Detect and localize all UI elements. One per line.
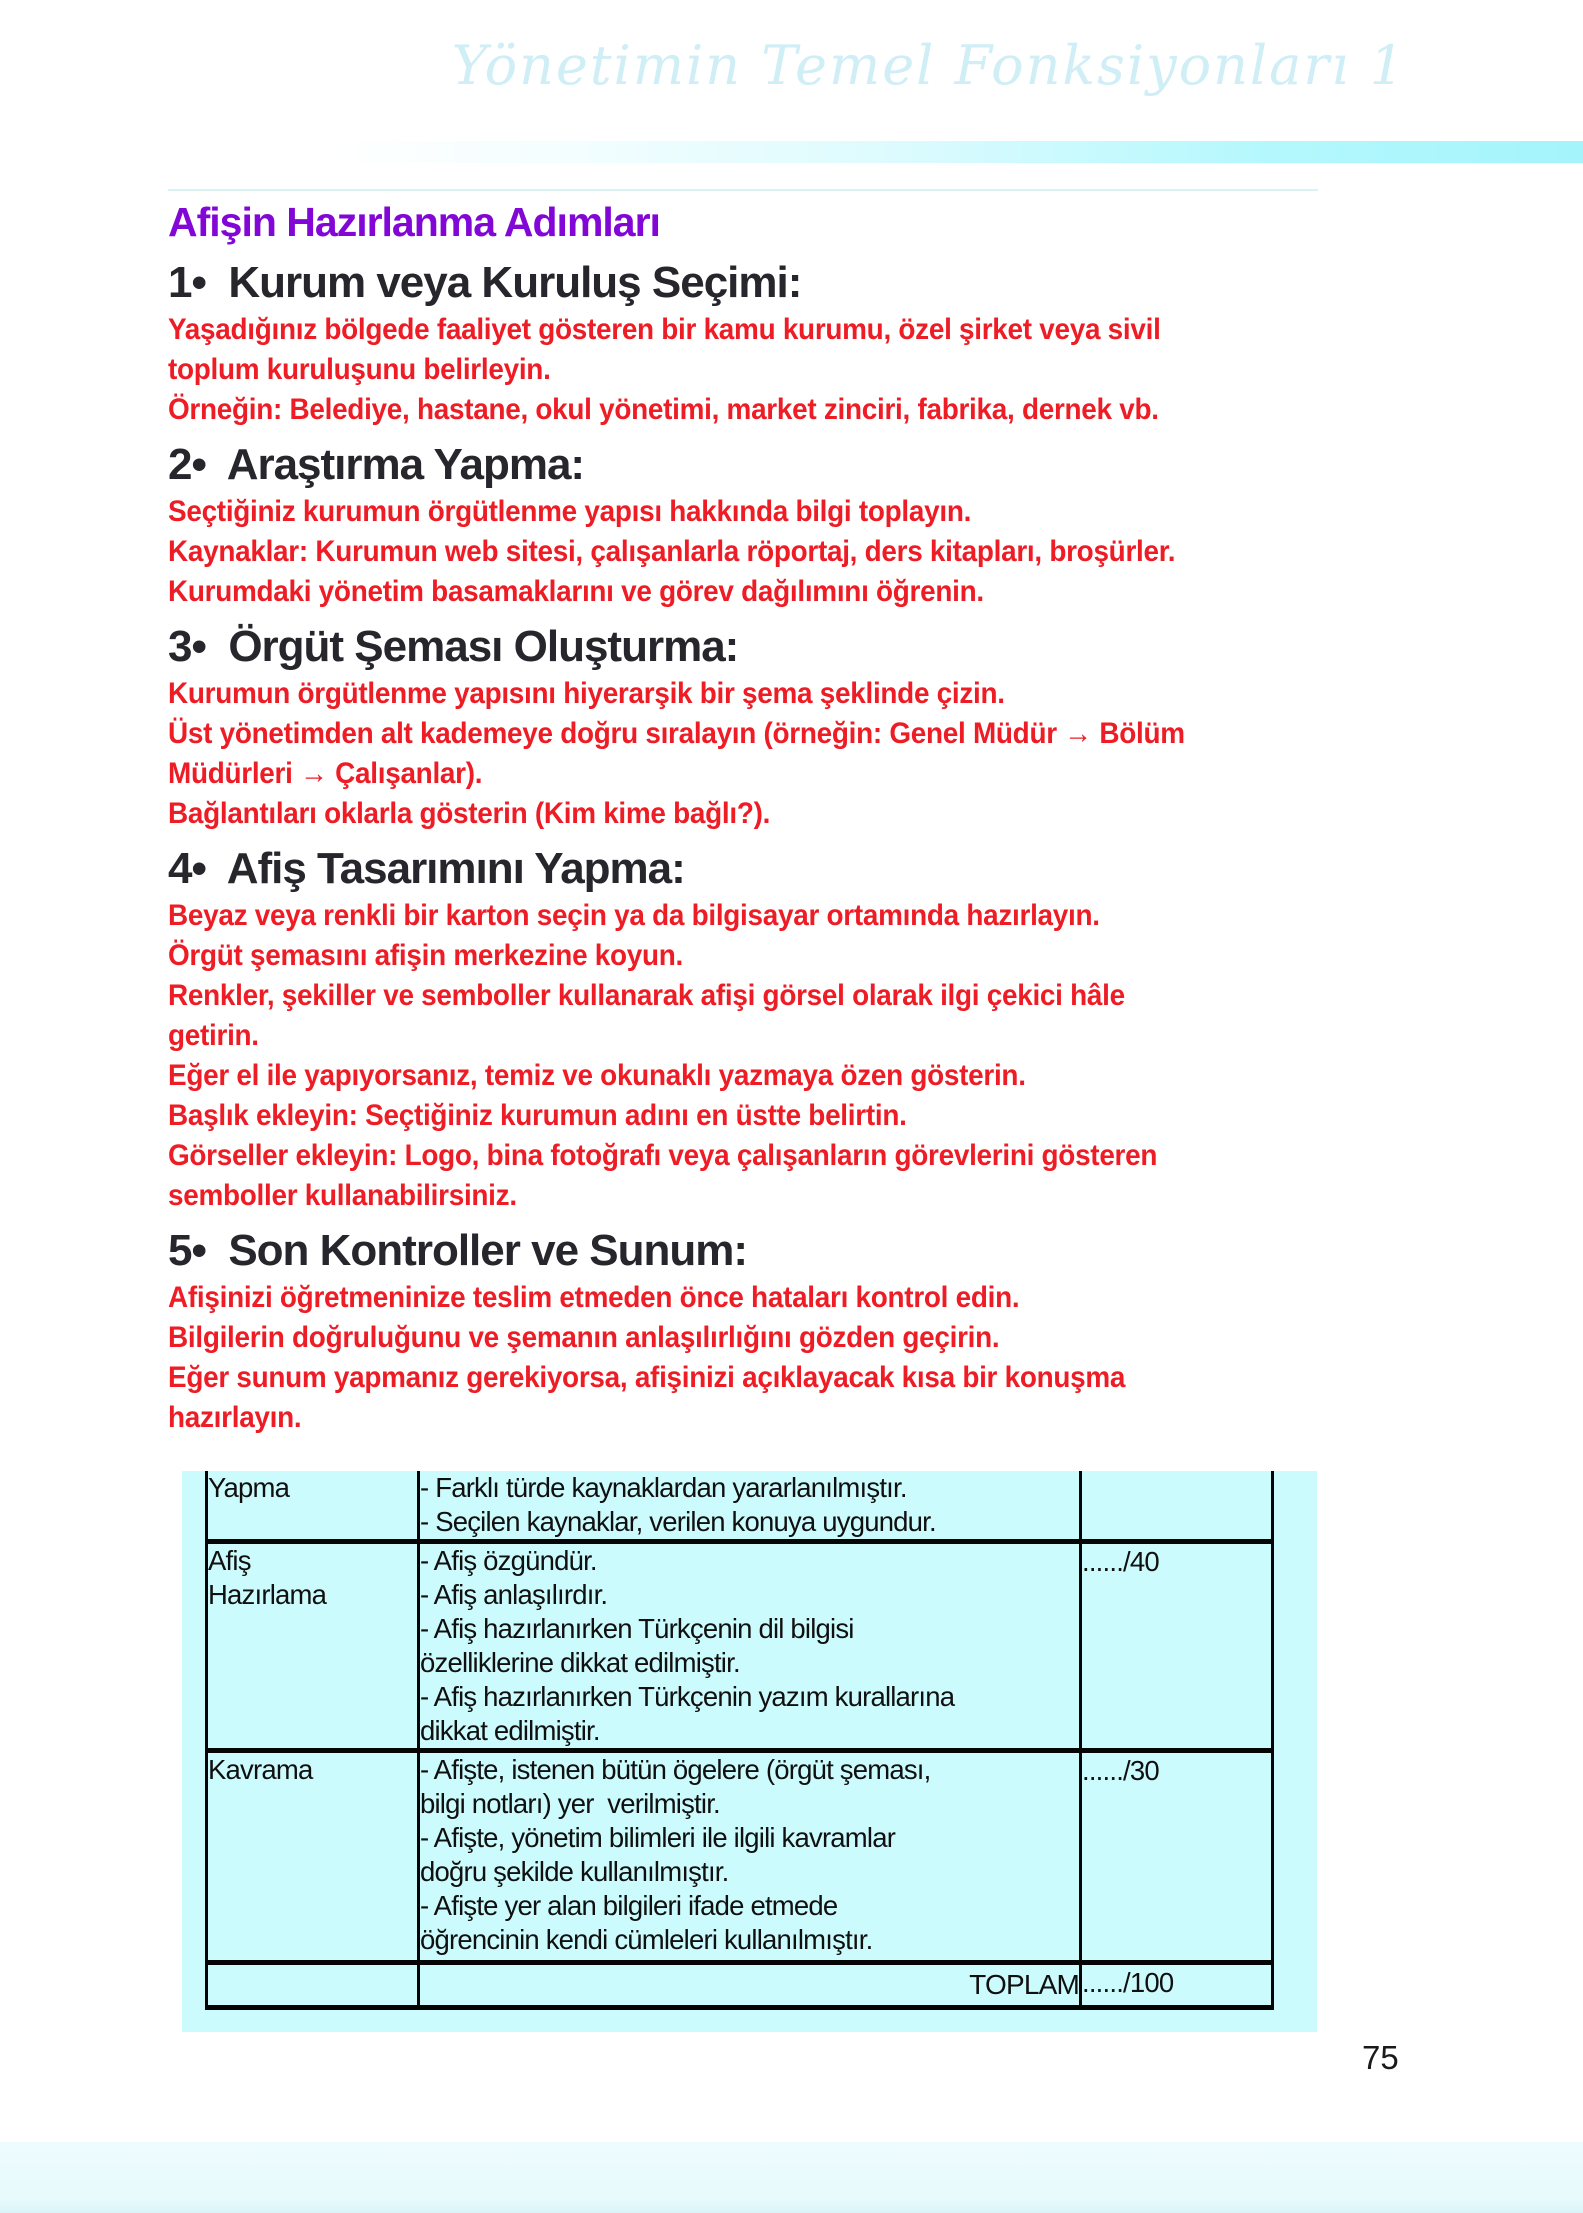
body-line: Eğer el ile yapıyorsanız, temiz ve okunaklı yazmaya özen gösterin.	[168, 1059, 1026, 1092]
body-line: Bilgilerin doğruluğunu ve şemanın anlaşılırlığını gözden geçirin.	[168, 1321, 1000, 1354]
criterion-desc-line: - Afişte yer alan bilgileri ifade etmede	[420, 1890, 838, 1921]
body-line: Müdürleri → Çalışanlar).	[168, 757, 483, 790]
section-4-heading: 4• Afiş Tasarımını Yapma:	[168, 844, 685, 893]
body-line: Yaşadığınız bölgede faaliyet gösteren bir kamu kurumu, özel şirket veya sivil	[168, 313, 1161, 346]
page-number: 75	[1362, 2039, 1399, 2076]
bottom-cyan-strip	[0, 2142, 1583, 2213]
main-content	[168, 196, 1348, 1438]
criterion-desc-line: - Afişte, istenen bütün ögelere (örgüt şeması,	[420, 1754, 931, 1785]
criterion-desc-line: öğrencinin kendi cümleleri kullanılmıştır.	[420, 1924, 873, 1955]
cyan-gradient-band	[323, 141, 1583, 163]
section-3-heading: 3• Örgüt Şeması Oluşturma:	[168, 622, 739, 671]
chapter-script-title: Yönetimin Temel Fonksiyonları 1	[451, 34, 1406, 97]
body-line: getirin.	[168, 1019, 259, 1052]
body-line: Beyaz veya renkli bir karton seçin ya da bilgisayar ortamında hazırlayın.	[168, 899, 1100, 932]
body-line: Örgüt şemasını afişin merkezine koyun.	[168, 939, 684, 972]
criterion-desc-line: bilgi notları) yer verilmiştir.	[420, 1788, 720, 1819]
body-line: Eğer sunum yapmanız gerekiyorsa, afişinizi açıklayacak kısa bir konuşma	[168, 1361, 1126, 1394]
section-5-heading: 5• Son Kontroller ve Sunum:	[168, 1226, 748, 1275]
body-line: hazırlayın.	[168, 1401, 302, 1434]
page-title: Afişin Hazırlanma Adımları	[168, 199, 660, 245]
body-line: Kurumdaki yönetim basamaklarını ve görev dağılımını öğrenin.	[168, 575, 984, 608]
criterion-desc-line: özelliklerine dikkat edilmiştir.	[420, 1647, 740, 1678]
body-line: Kaynaklar: Kurumun web sitesi, çalışanlarla röportaj, ders kitapları, broşürler.	[168, 535, 1176, 568]
criterion-desc-line: - Farklı türde kaynaklardan yararlanılmıştır.	[420, 1472, 907, 1503]
section-4	[168, 842, 1348, 1216]
section-1-heading: 1• Kurum veya Kuruluş Seçimi:	[168, 258, 802, 307]
header-rule	[168, 189, 1318, 191]
criterion-desc-line: - Afiş özgündür.	[420, 1545, 597, 1576]
section-3	[168, 620, 1348, 834]
body-line: Görseller ekleyin: Logo, bina fotoğrafı veya çalışanların görevlerini gösteren	[168, 1139, 1158, 1172]
section-1	[168, 256, 1348, 430]
score-placeholder: ....../30	[1082, 1755, 1159, 1786]
criterion-desc-line: - Afiş hazırlanırken Türkçenin yazım kurallarına	[420, 1681, 955, 1712]
body-line: Seçtiğiniz kurumun örgütlenme yapısı hakkında bilgi toplayın.	[168, 495, 972, 528]
criterion-label: Kavrama	[208, 1754, 313, 1785]
section-2-heading: 2• Araştırma Yapma:	[168, 440, 585, 489]
criterion-desc-line: - Afiş hazırlanırken Türkçenin dil bilgisi	[420, 1613, 854, 1644]
table-row-yapma	[207, 1471, 1273, 1542]
table-row-kavrama	[207, 1751, 1273, 1963]
body-line: Renkler, şekiller ve semboller kullanarak afişi görsel olarak ilgi çekici hâle	[168, 979, 1125, 1012]
table-row-toplam	[207, 1963, 1273, 2008]
criterion-desc-line: dikkat edilmiştir.	[420, 1715, 600, 1746]
body-line: Afişinizi öğretmeninize teslim etmeden önce hataları kontrol edin.	[168, 1281, 1020, 1314]
score-placeholder: ....../100	[1082, 1967, 1174, 1998]
section-2	[168, 438, 1348, 612]
criterion-label: Afiş	[208, 1545, 251, 1576]
body-line: Örneğin: Belediye, hastane, okul yönetimi, market zinciri, fabrika, dernek vb.	[168, 393, 1159, 426]
table-row-afis-hazirlama	[207, 1542, 1273, 1751]
criterion-label: Hazırlama	[208, 1579, 327, 1610]
score-placeholder: ....../40	[1082, 1546, 1159, 1577]
criterion-desc-line: doğru şekilde kullanılmıştır.	[420, 1856, 729, 1887]
toplam-label: TOPLAM	[419, 1963, 1081, 2008]
body-line: Üst yönetimden alt kademeye doğru sıralayın (örneğin: Genel Müdür → Bölüm	[168, 717, 1185, 750]
body-line: semboller kullanabilirsiniz.	[168, 1179, 517, 1212]
body-line: Bağlantıları oklarla gösterin (Kim kime bağlı?).	[168, 797, 771, 830]
body-line: Başlık ekleyin: Seçtiğiniz kurumun adını en üstte belirtin.	[168, 1099, 907, 1132]
criterion-desc-line: - Afiş anlaşılırdır.	[420, 1579, 608, 1610]
criterion-desc-line: - Seçilen kaynaklar, verilen konuya uygundur.	[420, 1506, 936, 1537]
body-line: toplum kuruluşunu belirleyin.	[168, 353, 551, 386]
rubric-table	[205, 1471, 1274, 2010]
rubric-panel	[182, 1471, 1317, 2032]
criterion-desc-line: - Afişte, yönetim bilimleri ile ilgili kavramlar	[420, 1822, 896, 1853]
section-5	[168, 1224, 1348, 1438]
body-line: Kurumun örgütlenme yapısını hiyerarşik bir şema şeklinde çizin.	[168, 677, 1005, 710]
criterion-label: Yapma	[208, 1472, 290, 1503]
